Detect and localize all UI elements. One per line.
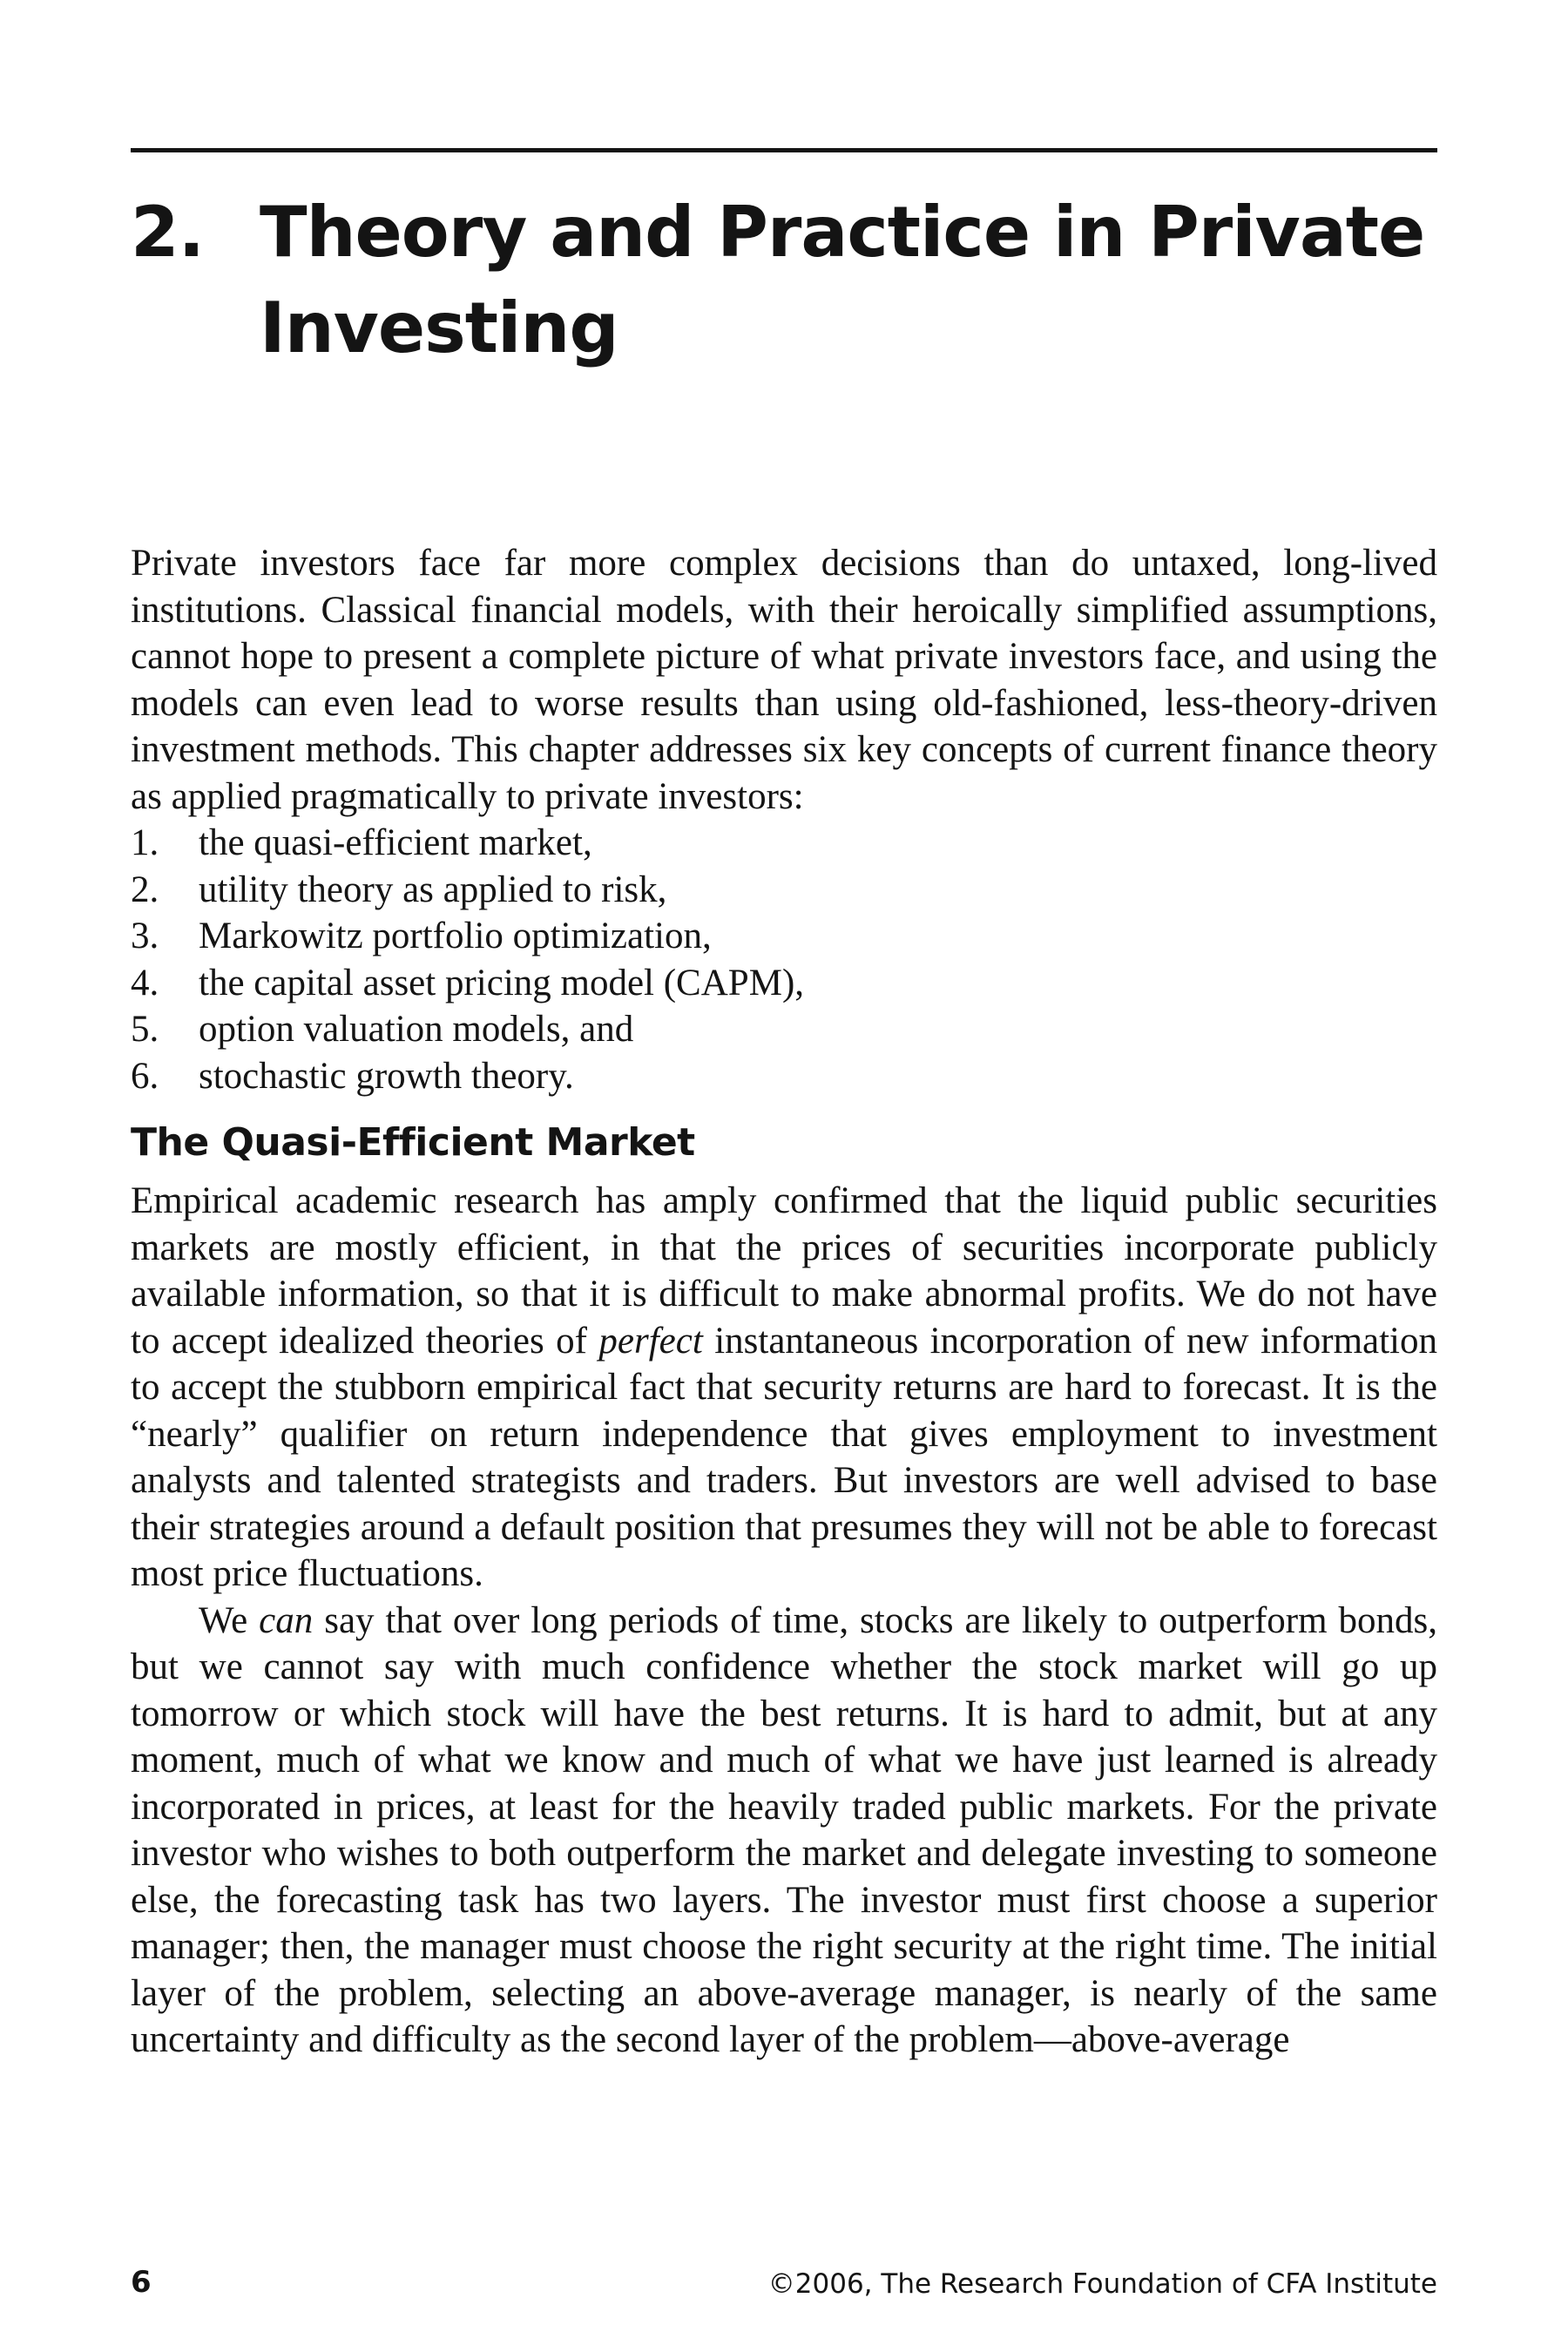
section-paragraph-2: We can say that over long periods of time, stocks are likely to outperform bonds, but we cannot say with much confidence whether the stock market will go up tomorrow or which stock will have the best returns. It is hard to admit, but at any moment, much of what we know and much of what we have just learned is already incorporated in prices, at least for the heavily traded public markets. For the private investor who wishes to both outperform the market and delegate investing to someone else, the forecasting task has two layers. The investor must first choose a superior manager; then, the manager must choose the right security at the right time. The initial layer of the problem, selecting an above-average manager, is nearly of the same uncertainty and difficulty as the second layer of the problem—above-average [131,1599,1437,2060]
copyright-credit: ©2006, The Research Foundation of CFA Institute [767,2268,1437,2300]
list-item-number: 6. [131,1055,159,1097]
list-item-number: 5. [131,1009,159,1050]
list-item-number: 1. [131,822,159,863]
list-item [131,1053,1437,1100]
list-item-text: option valuation models, and [199,1009,634,1050]
section-paragraph-1: Empirical academic research has amply confirmed that the liquid public securities markets are mostly efficient, in that the prices of securities incorporate publicly available information, so that it is difficult to make abnormal profits. We do not have to accept idealized theories of perfect instantaneous incorporation of new information to accept the stubborn empirical fact that security returns are hard to forecast. It is the “nearly” qualifier on return independence that gives employment to investment analysts and talented strategists and traders. But investors are well advised to base their strategies around a default position that presumes they will not be able to forecast most price fluctuations. [131,1180,1437,1594]
chapter-title: Theory and Practice in Private Investing [260,192,1425,368]
list-item [131,867,1437,914]
list-item-text: Markowitz portfolio optimization, [199,916,712,956]
list-item-text: the quasi-efficient market, [199,822,592,863]
list-item-number: 2. [131,868,159,910]
list-item [131,820,1437,867]
emphasis-can: can [259,1599,314,1641]
list-item-text: the capital asset pricing model (CAPM), [199,962,805,1004]
list-item [131,960,1437,1007]
chapter-number: 2. [131,192,205,273]
list-item-number: 4. [131,962,159,1004]
list-item-text: utility theory as applied to risk, [199,868,667,910]
page-number: 6 [131,2265,152,2300]
list-item [131,913,1437,960]
header-rule [131,148,1437,152]
section-heading: The Quasi-Efficient Market [131,1120,695,1165]
page-body [131,540,1437,2064]
intro-paragraph: Private investors face far more complex decisions than do untaxed, long-lived institutions. Classical financial models, with their heroically simplified assumptions, cannot hope to present a complete picture of what private investors face, and using the models can even lead to worse results than using old-fashioned, less-theory-driven investment methods. This chapter addresses six key concepts of current finance theory as applied pragmatically to private investors: [131,543,1437,817]
list-item-number: 3. [131,916,159,956]
emphasis-perfect: perfect [598,1320,703,1362]
concepts-list [131,820,1437,1099]
list-item [131,1006,1437,1053]
list-item-text: stochastic growth theory. [199,1055,574,1097]
